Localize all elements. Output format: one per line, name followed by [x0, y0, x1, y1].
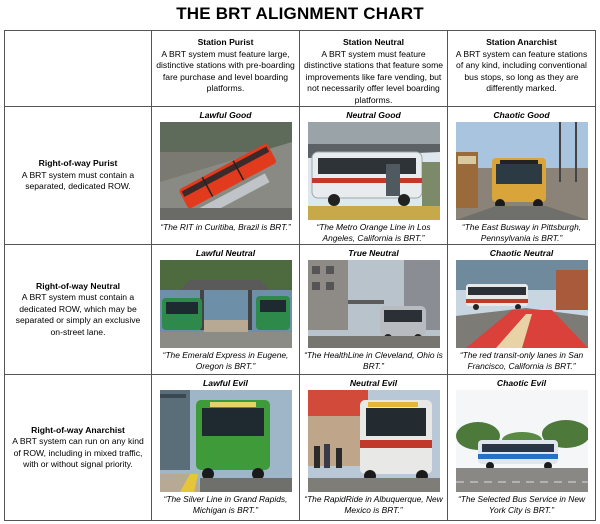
row-heading: Right-of-way Purist [38, 158, 118, 169]
cell-chaotic-neutral [448, 245, 596, 375]
cell-caption: “The East Busway in Pittsburgh, Pennsylvania is BRT.” [461, 222, 582, 243]
cell-caption: “The Metro Orange Line in Los Angeles, California is BRT.” [316, 222, 431, 243]
chart-title: THE BRT ALIGNMENT CHART [176, 4, 424, 23]
column-heading: Station Purist [197, 37, 254, 47]
alignment-label: Lawful Evil [203, 378, 248, 388]
corner-cell [5, 31, 152, 107]
row-heading: Right-of-way Anarchist [31, 424, 125, 435]
cell-caption: “The HealthLine in Cleveland, Ohio is BRT.” [304, 350, 443, 371]
alignment-label: Chaotic Evil [496, 378, 547, 388]
photo-rapidride-bus [308, 390, 440, 492]
alignment-label: Chaotic Good [493, 110, 550, 120]
column-heading: Station Anarchist [486, 37, 557, 47]
photo-select-bus-service [456, 390, 588, 492]
photo-emerald-express-bus [160, 260, 292, 348]
alignment-label: True Neutral [348, 248, 399, 258]
column-description: A BRT system must feature distinctive stations that feature some improvements like fare vending, but not necessarily offer level boarding platforms. [304, 48, 444, 105]
column-header-station-anarchist [448, 31, 596, 107]
photo-curitiba-bus [160, 122, 292, 220]
photo-sf-red-lanes [456, 260, 588, 348]
cell-chaotic-good [448, 107, 596, 245]
column-header-station-neutral [300, 31, 448, 107]
cell-lawful-good [152, 107, 300, 245]
cell-neutral-evil [300, 375, 448, 521]
cell-caption: “The RIT in Curitiba, Brazil is BRT.” [160, 222, 291, 232]
cell-lawful-evil [152, 375, 300, 521]
photo-silver-line-bus [160, 390, 292, 492]
cell-caption: “The Silver Line in Grand Rapids, Michigan is BRT.” [163, 494, 288, 515]
cell-caption: “The RapidRide in Albuquerque, New Mexico is BRT.” [304, 494, 443, 515]
row-header-row-anarchist [5, 375, 152, 521]
cell-lawful-neutral [152, 245, 300, 375]
alignment-label: Lawful Good [199, 110, 252, 120]
cell-chaotic-evil [448, 375, 596, 521]
alignment-label: Neutral Good [346, 110, 401, 120]
cell-neutral-good [300, 107, 448, 245]
photo-healthline-bus [308, 260, 440, 348]
photo-east-busway-bus [456, 122, 588, 220]
row-heading: Right-of-way Neutral [35, 280, 121, 291]
photo-orange-line-bus [308, 122, 440, 220]
row-header-row-purist [5, 107, 152, 245]
row-header-row-neutral [5, 245, 152, 375]
column-heading: Station Neutral [342, 37, 405, 47]
cell-true-neutral [300, 245, 448, 375]
cell-caption: “The red transit-only lanes in San Francisco, California is BRT.” [459, 350, 584, 371]
row-description: A BRT system must contain a dedicated ROW, which may be separated or simply an exclusive on-street lane. [15, 292, 141, 337]
alignment-label: Neutral Evil [349, 378, 398, 388]
alignment-grid [4, 30, 596, 521]
cell-caption: “The Selected Bus Service in New York City is BRT.” [457, 494, 586, 515]
alignment-label: Chaotic Neutral [489, 248, 554, 258]
row-description: A BRT system must contain a separated, dedicated ROW. [21, 169, 135, 192]
alignment-label: Lawful Neutral [195, 248, 256, 258]
row-description: A BRT system can run on any kind of ROW, including in mixed traffic, with or without signal priority. [12, 436, 144, 469]
column-description: A BRT system can feature stations of any kind, including conventional bus stops, so long as they are differently marked. [455, 48, 588, 93]
column-header-station-purist [152, 31, 300, 107]
column-description: A BRT system must feature large, distinctive stations with pre-boarding fare purchase and level boarding platforms. [156, 48, 295, 93]
cell-caption: “The Emerald Express in Eugene, Oregon is BRT.” [162, 350, 289, 371]
